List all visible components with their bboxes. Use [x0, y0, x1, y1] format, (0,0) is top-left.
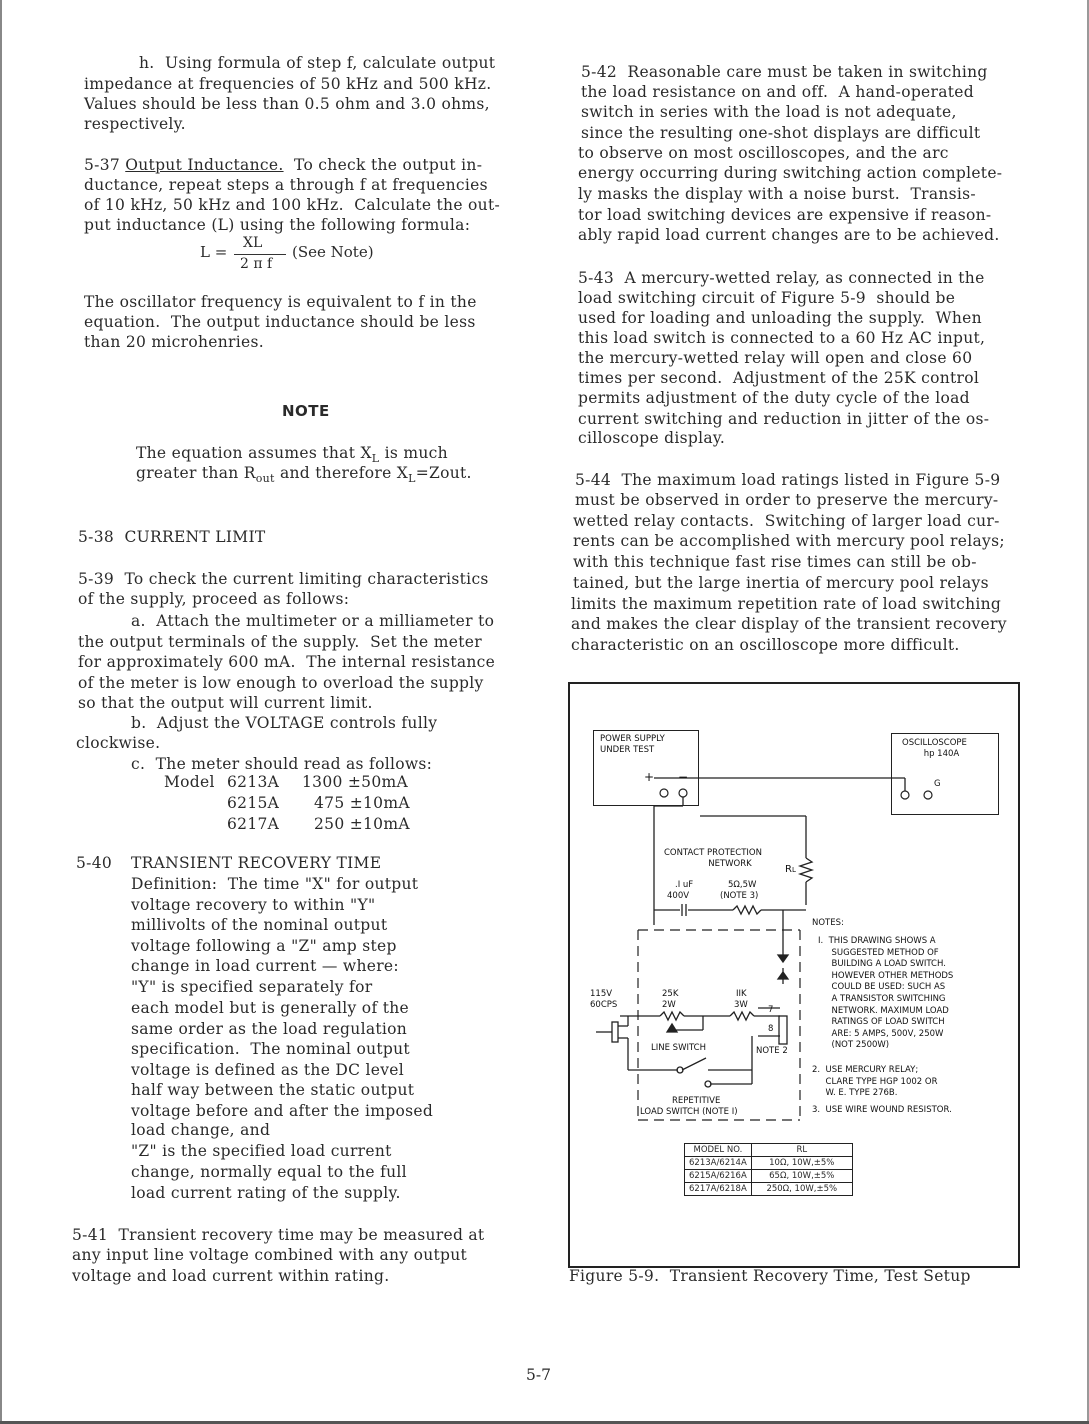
- ground-label: G: [934, 779, 941, 789]
- resistor-5ohm-label: 5Ω,5W (NOTE 3): [720, 880, 759, 901]
- plus-terminal: +: [644, 770, 655, 784]
- line-switch-label: LINE SWITCH: [651, 1043, 707, 1053]
- pin-8: 8: [768, 1024, 774, 1034]
- resistor-11k-label: IIK 3W: [734, 989, 748, 1010]
- note-heading: NOTE: [282, 402, 330, 420]
- contact-protection-label: CONTACT PROTECTION NETWORK: [664, 848, 762, 869]
- rl-label: RL: [785, 864, 796, 875]
- psu-label: POWER SUPPLY UNDER TEST: [600, 734, 665, 755]
- table-header-row: MODEL NO. RL: [685, 1144, 853, 1157]
- repetitive-switch-label: REPETITIVE LOAD SWITCH (NOTE I): [640, 1096, 738, 1117]
- note-3: 3. USE WIRE WOUND RESISTOR.: [812, 1105, 952, 1115]
- table-row: 6217A/6218A 250Ω, 10W,±5%: [685, 1183, 853, 1196]
- note-2: 2. USE MERCURY RELAY; CLARE TYPE HGP 1002 OR W. E. TYPE 276B.: [812, 1065, 938, 1099]
- minus-terminal: −: [678, 770, 689, 784]
- pin-7: 7: [768, 1005, 774, 1015]
- table-row: 6213A/6214A 10Ω, 10W,±5%: [685, 1157, 853, 1170]
- pot-25k-label: 25K 2W: [662, 989, 679, 1010]
- output-inductance-title: Output Inductance.: [125, 156, 284, 174]
- notes-title: NOTES:: [812, 918, 844, 928]
- heading-5-38: 5-38 CURRENT LIMIT: [78, 528, 266, 546]
- page-number: 5-7: [526, 1366, 551, 1384]
- load-resistor-table: [684, 1143, 853, 1196]
- scope-label: OSCILLOSCOPE hp 140A: [902, 738, 967, 759]
- table-row: 6215A/6216A 65Ω, 10W,±5%: [685, 1170, 853, 1183]
- note-1: I. THIS DRAWING SHOWS A SUGGESTED METHOD OF BUILDING A LOAD SWITCH. HOWEVER OTHER METHODS COULD BE USED: SUCH AS A TRANSISTOR SWITCHING NETWORK. MAXIMUM LOAD RATINGS OF LOAD SWITCH ARE: 5 AMPS, 500V, 250W (NOT 2500W): [818, 936, 954, 1051]
- step-c: c. The meter should read as follows:: [131, 755, 433, 773]
- figure-caption: Figure 5-9. Transient Recovery Time, Test Setup: [569, 1267, 971, 1285]
- capacitor-label: .I uF 400V: [667, 880, 694, 901]
- ac-input-label: 115V 60CPS: [590, 989, 618, 1010]
- note2-label: NOTE 2: [756, 1046, 788, 1056]
